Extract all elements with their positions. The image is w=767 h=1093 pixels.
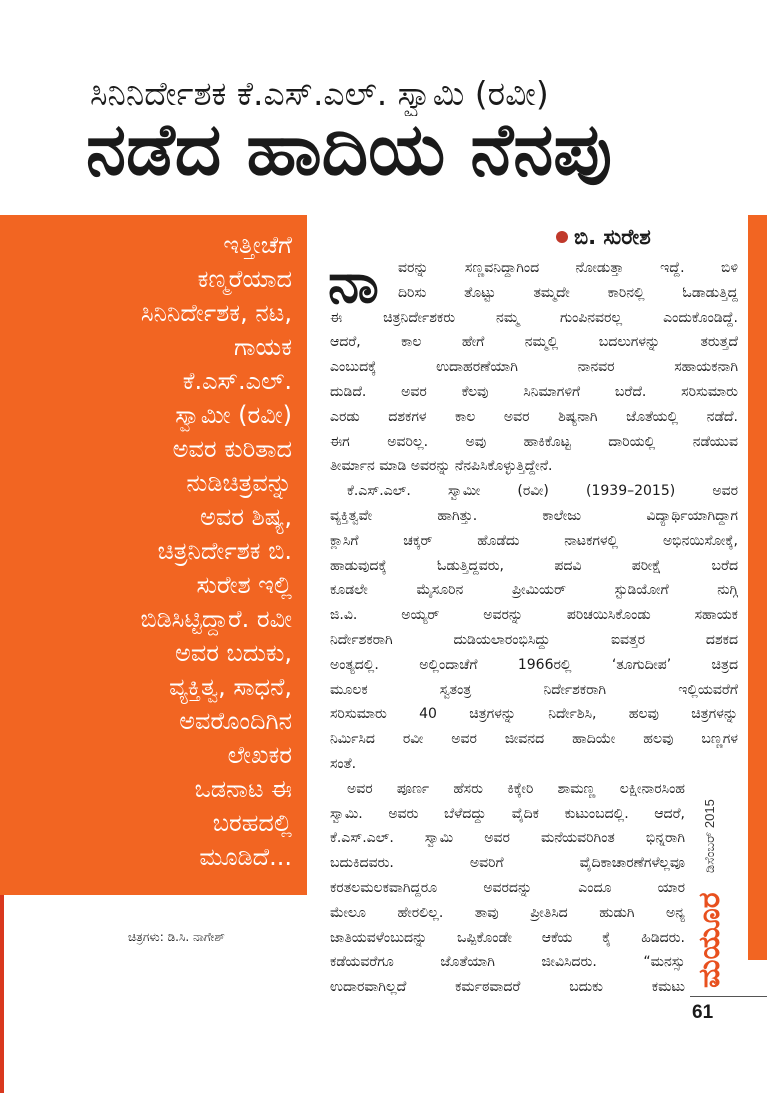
- body-line: ಹಾಡುವುದಕ್ಕೆ ಓಡುತ್ತಿದ್ದವರು, ಪದವಿ ಪರೀಕ್ಷೆ ಬರೆದ: [330, 557, 738, 574]
- body-line: ಎಂಬುದಕ್ಕೆ ಉದಾಹರಣೆಯಾಗಿ ನಾನವರ ಸಹಾಯಕನಾಗಿ: [330, 359, 738, 376]
- intro-line: ಕೆ.ಎಸ್.ಎಲ್.: [182, 367, 292, 395]
- body-line: ಕೂಡಲೇ ಮೈಸೂರಿನ ಪ್ರೀಮಿಯರ್ ಸ್ಟುಡಿಯೋಗೆ ನುಗ್ಗಿ: [330, 582, 738, 599]
- body-line: ವ್ಯಕ್ತಿತ್ವವೇ ಹಾಗಿತ್ತು. ಕಾಲೇಜು ವಿದ್ಯಾರ್ಥಿಯಾಗಿದ್ದಾಗ: [330, 507, 738, 524]
- body-line: ದಿರಿಸು ತೊಟ್ಟು ತಮ್ಮದೇ ಕಾರಿನಲ್ಲಿ ಓಡಾಡುತ್ತಿದ್ದ: [398, 284, 738, 301]
- footer-rule: [690, 996, 767, 997]
- intro-line: ನುಡಿಚಿತ್ರವನ್ನು: [186, 469, 292, 497]
- intro-line: ಕಣ್ಮರೆಯಾದ: [197, 265, 292, 293]
- body-line: ದುಡಿದೆ. ಅವರ ಕೆಲವು ಸಿನಿಮಾಗಳಿಗೆ ಬರೆದೆ. ಸರಿಸುಮಾರು: [330, 383, 738, 400]
- body-line: ಕೆ.ಎಸ್.ಎಲ್. ಸ್ವಾಮೀ (ರವೀ) (1939–2015) ಅವರ: [347, 483, 738, 500]
- body-line: ಸಂತೆ.: [330, 755, 357, 772]
- issue-date: ಡಿಸೆಂಬರ್ 2015: [702, 799, 717, 874]
- drop-cap: ನಾ: [328, 256, 379, 312]
- intro-line: ಸಿನಿನಿರ್ದೇಶಕ, ನಟ,: [140, 299, 292, 327]
- body-line: ಉದಾರವಾಗಿಲ್ಲದೆ ಕರ್ಮಠವಾದರೆ ಬದುಕು ಕಮಟು: [330, 979, 685, 996]
- article-kicker: ಸಿನಿನಿರ್ದೇಶಕ ಕೆ.ಎಸ್.ಎಲ್. ಸ್ವಾಮಿ (ರವೀ): [90, 74, 549, 113]
- bullet-dot: [556, 231, 568, 243]
- body-line: ಸರಿಸುಮಾರು 40 ಚಿತ್ರಗಳನ್ನು ನಿರ್ದೇಶಿಸಿ, ಹಲವು ಚಿತ್ರಗಳನ್ನು: [330, 706, 738, 723]
- intro-line: ಇತ್ತೀಚೆಗೆ: [223, 231, 292, 259]
- intro-line: ಅವರ ಬದುಕು,: [175, 639, 292, 667]
- magazine-name: ಮಯೂರ: [692, 892, 727, 988]
- left-edge-strip: [0, 895, 4, 1093]
- body-line: ಬದುಕಿದವರು. ಅವರಿಗೆ ವೈದಿಕಾಚಾರಣೆಗಳೆಲ್ಲವೂ: [330, 855, 685, 872]
- body-line: ಕರತಲಮಲಕವಾಗಿದ್ದರೂ ಅವರದನ್ನು ಎಂದೂ ಯಾರ: [330, 879, 685, 896]
- page-number: 61: [692, 1002, 714, 1023]
- intro-line: ಸುರೇಶ ಇಲ್ಲಿ: [196, 571, 292, 599]
- body-line: ಕೆ.ಎಸ್.ಎಲ್. ಸ್ವಾಮಿ ಅವರ ಮನೆಯವರಿಗಿಂತ ಭಿನ್ನರಾಗಿ: [330, 830, 685, 847]
- intro-line: ಒಡನಾಟ ಈ: [194, 775, 292, 803]
- body-line: ಅವರ ಪೂರ್ಣ ಹೆಸರು ಕಿಕ್ಕೇರಿ ಶಾಮಣ್ಣ ಲಕ್ಷೀನಾರಸಿಂಹ: [347, 780, 685, 797]
- author-byline: ಬಿ. ಸುರೇಶ: [574, 225, 651, 249]
- body-line: ತೀರ್ಮಾನ ಮಾಡಿ ಅವರನ್ನು ನೆನಪಿಸಿಕೊಳ್ಳುತ್ತಿದ್ದೇನೆ.: [330, 458, 553, 475]
- right-accent-strip: [748, 215, 767, 960]
- body-line: ಸ್ವಾಮಿ. ಅವರು ಬೆಳೆದದ್ದು ವೈದಿಕ ಕುಟುಂಬದಲ್ಲಿ. ಆದರೆ,: [330, 805, 685, 822]
- intro-line: ಅವರೊಂದಿಗಿನ: [179, 707, 292, 735]
- article-title: ನಡೆದ ಹಾದಿಯ ನೆನಪು: [86, 107, 612, 191]
- body-line: ನಿರ್ಮಿಸಿದ ರವೀ ಅವರ ಜೀವನದ ಹಾದಿಯೇ ಹಲವು ಬಣ್ಣಗಳ: [330, 731, 738, 748]
- intro-line: ಲೇಖಕರ: [227, 741, 292, 769]
- intro-text: [16, 228, 292, 874]
- intro-line: ಬರಹದಲ್ಲಿ: [212, 809, 292, 837]
- body-line: ಅಂತ್ಯದಲ್ಲಿ. ಅಲ್ಲಿಂದಾಚೆಗೆ 1966ರಲ್ಲಿ ‘ತೂಗುದೀಪ’ ಚಿತ್ರದ: [330, 656, 738, 673]
- body-line: ಜಿ.ವಿ. ಅಯ್ಯರ್ ಅವರನ್ನು ಪರಿಚಯಿಸಿಕೊಂಡು ಸಹಾಯಕ: [330, 607, 738, 624]
- intro-line: ಗಾಯಕ: [234, 333, 292, 361]
- intro-line: ಮೂಡಿದೆ...: [199, 843, 292, 871]
- intro-line: ಅವರ ಶಿಷ್ಯ,: [200, 503, 292, 531]
- intro-line: ಬಿಡಿಸಿಟ್ಟಿದ್ದಾರೆ. ರವೀ: [140, 605, 292, 633]
- body-line: ಈ ಚಿತ್ರನಿರ್ದೇಶಕರು ನಮ್ಮ ಗುಂಪಿನವರಲ್ಲ ಎಂದುಕೊಂಡಿದ್ದೆ.: [330, 309, 738, 326]
- body-line: ಎರಡು ದಶಕಗಳ ಕಾಲ ಅವರ ಶಿಷ್ಯನಾಗಿ ಜೊತೆಯಲ್ಲಿ ನಡೆದೆ.: [330, 408, 738, 425]
- intro-line: ಸ್ವಾಮೀ (ರವೀ): [175, 401, 292, 429]
- body-line: ಕ್ಲಾಸಿಗೆ ಚಕ್ಕರ್ ಹೊಡೆದು ನಾಟಕಗಳಲ್ಲಿ ಅಭಿನಯಿಸೋಕ್ಕೆ,: [330, 532, 738, 549]
- article-body: [330, 256, 738, 1000]
- body-line: ಮೂಲಕ ಸ್ವತಂತ್ರ ನಿರ್ದೇಶಕರಾಗಿ ಇಲ್ಲಿಯವರೆಗೆ: [330, 681, 738, 698]
- body-line: ಈಗ ಅವರಿಲ್ಲ. ಅವು ಹಾಕಿಕೊಟ್ಟ ದಾರಿಯಲ್ಲಿ ನಡೆಯುವ: [330, 433, 738, 450]
- photo-credit: ಚಿತ್ರಗಳು: ಡಿ.ಸಿ. ನಾಗೇಶ್: [128, 930, 225, 944]
- body-line: ನಿರ್ದೇಶಕರಾಗಿ ದುಡಿಯಲಾರಂಭಿಸಿದ್ದು ಐವತ್ತರ ದಶಕದ: [330, 631, 738, 648]
- body-line: ಆದರೆ, ಕಾಲ ಹೇಗೆ ನಮ್ಮಲ್ಲಿ ಬದಲುಗಳನ್ನು ತರುತ್ತದೆ: [330, 334, 738, 351]
- intro-line: ವ್ಯಕ್ತಿತ್ವ, ಸಾಧನೆ,: [169, 673, 292, 701]
- body-line: ಮೇಲೂ ಹೇರಲಿಲ್ಲ. ತಾವು ಪ್ರೀತಿಸಿದ ಹುಡುಗಿ ಅನ್ಯ: [330, 904, 685, 921]
- intro-line: ಚಿತ್ರನಿರ್ದೇಶಕ ಬಿ.: [157, 537, 292, 565]
- body-line: ಜಾತಿಯವಳೆಂಬುದನ್ನು ಒಪ್ಪಿಕೊಂಡೇ ಆಕೆಯ ಕೈ ಹಿಡಿದರು.: [330, 929, 685, 946]
- intro-line: ಅವರ ಕುರಿತಾದ: [172, 435, 292, 463]
- body-line: ವರನ್ನು ಸಣ್ಣವನಿದ್ದಾಗಿಂದ ನೋಡುತ್ತಾ ಇದ್ದೆ. ಬಿಳಿ: [398, 260, 738, 276]
- masthead: [692, 776, 742, 988]
- body-line: ಕಡೆಯವರೆಗೂ ಜೊತೆಯಾಗಿ ಜೀವಿಸಿದರು. “ಮನಸ್ಸು: [330, 954, 685, 971]
